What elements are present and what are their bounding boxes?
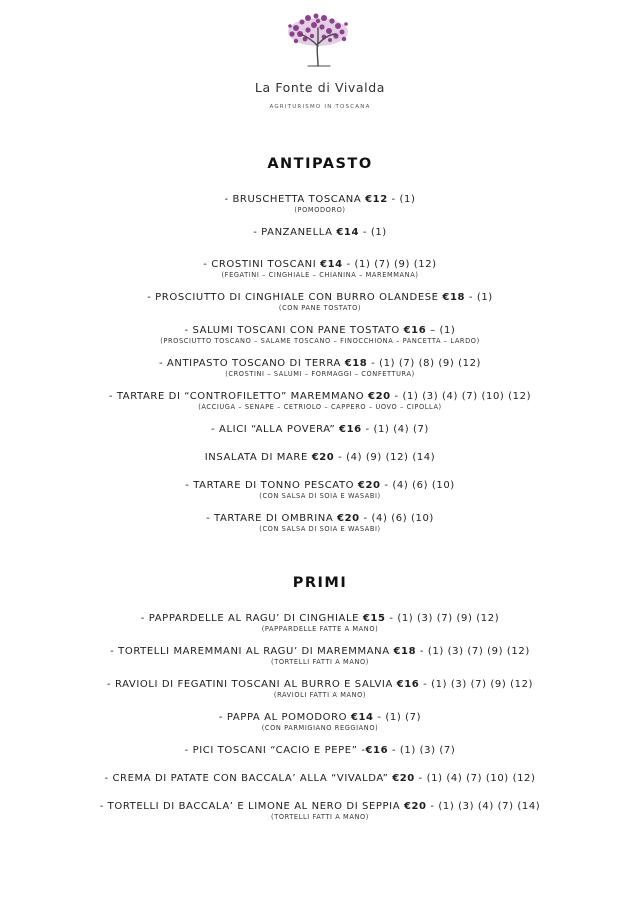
dish-line: - CROSTINI TOSCANI €14 - (1) (7) (9) (12): [203, 259, 437, 270]
dish-description: (CON PANE TOSTATO): [278, 304, 362, 312]
dish-description: (TORTELLI FATTI A MANO): [271, 658, 369, 666]
brand-name: La Fonte di Vivalda: [254, 80, 386, 95]
dish-description: (RAVIOLI FATTI A MANO): [273, 691, 367, 699]
olive-tree-logo-icon: [278, 12, 358, 70]
menu-item: [0, 773, 640, 785]
dish-description: (CON PARMIGIANO REGGIANO): [261, 724, 379, 732]
menu-item: [0, 646, 640, 667]
menu-item: [0, 679, 640, 700]
dish-price: €20: [311, 452, 335, 463]
dish-description: (PROSCIUTTO TOSCANO – SALAME TOSCANO – FINOCCHIONA – PANCETTA – LARDO): [160, 337, 480, 345]
dish-price: €16: [396, 679, 420, 690]
menu-item: [0, 452, 640, 464]
menu-item: [0, 259, 640, 280]
section-heading-antipasto: ANTIPASTO: [267, 156, 373, 172]
dish-line: - TARTARE DI TONNO PESCATO €20 - (4) (6) (10): [185, 480, 455, 491]
menu-item: [0, 391, 640, 412]
dish-line: - PROSCIUTTO DI CINGHIALE CON BURRO OLANDESE €18 - (1): [147, 292, 493, 303]
menu-item: [0, 613, 640, 634]
dish-description: (FEGATINI – CINGHIALE – CHIANINA – MAREMMANA): [221, 271, 419, 279]
dish-description: (CON SALSA DI SOIA E WASABI): [259, 525, 381, 533]
tagline: AGRITURISMO IN TOSCANA: [269, 104, 371, 110]
dish-price: €20: [403, 801, 427, 812]
dish-price: €12: [365, 194, 388, 205]
dish-description: (CROSTINI – SALUMI – FORMAGGI – CONFETTURA): [225, 370, 415, 378]
dish-line: - RAVIOLI DI FEGATINI TOSCANI AL BURRO E SALVIA €16 - (1) (3) (7) (9) (12): [106, 679, 534, 690]
dish-price: €15: [362, 613, 386, 624]
dish-description: (PAPPARDELLE FATTE A MANO): [261, 625, 379, 633]
menu-item: [0, 513, 640, 534]
menu-item: [0, 801, 640, 822]
dish-line: - CREMA DI PATATE CON BACCALA’ ALLA “VIVALDA” €20 - (1) (4) (7) (10) (12): [104, 773, 536, 784]
dish-price: €20: [357, 480, 381, 491]
dish-line: - ALICI “ALLA POVERA” €16 - (1) (4) (7): [211, 424, 429, 435]
dish-line: - PANZANELLA €14 - (1): [253, 227, 387, 238]
menu-item: [0, 227, 640, 239]
dish-description: (TORTELLI FATTI A MANO): [271, 813, 369, 821]
menu-item: [0, 292, 640, 313]
dish-price: €18: [393, 646, 417, 657]
dish-price: €16: [339, 424, 362, 435]
dish-price: €16: [403, 325, 427, 336]
menu-item: [0, 745, 640, 757]
dish-line: - PAPPARDELLE AL RAGU’ DI CINGHIALE €15 - (1) (3) (7) (9) (12): [140, 613, 500, 624]
menu-item: [0, 194, 640, 215]
dish-line: - ANTIPASTO TOSCANO DI TERRA €18 - (1) (7) (8) (9) (12): [158, 358, 482, 369]
dish-price: €14: [336, 227, 360, 238]
dish-line: - SALUMI TOSCANI CON PANE TOSTATO €16 – (1): [184, 325, 456, 336]
dish-description: (POMODORO): [294, 206, 346, 214]
dish-line: - TARTARE DI OMBRINA €20 - (4) (6) (10): [206, 513, 434, 524]
dish-line: INSALATA DI MARE €20 - (4) (9) (12) (14): [204, 452, 436, 463]
menu-item: [0, 325, 640, 346]
dish-price: €14: [320, 259, 343, 270]
dish-line: - TORTELLI DI BACCALA’ E LIMONE AL NERO DI SEPPIA €20 - (1) (3) (4) (7) (14): [99, 801, 541, 812]
menu-item: [0, 424, 640, 436]
dish-line: - PAPPA AL POMODORO €14 - (1) (7): [218, 712, 422, 723]
dish-line: - BRUSCHETTA TOSCANA €12 - (1): [224, 194, 416, 205]
dish-price: €20: [392, 773, 415, 784]
dish-line: - TARTARE DI “CONTROFILETTO” MAREMMANO €20 - (1) (3) (4) (7) (10) (12): [108, 391, 532, 402]
dish-price: €18: [344, 358, 368, 369]
menu-item: [0, 358, 640, 379]
dish-description: (CON SALSA DI SOIA E WASABI): [259, 492, 381, 500]
dish-line: - PICI TOSCANI “CACIO E PEPE” -€16 - (1) (3) (7): [184, 745, 456, 756]
menu-item: [0, 712, 640, 733]
dish-price: €20: [368, 391, 391, 402]
dish-price: €14: [350, 712, 374, 723]
menu-item: [0, 480, 640, 501]
dish-price: €16: [365, 745, 389, 756]
dish-line: - TORTELLI MAREMMANI AL RAGU’ DI MAREMMANA €18 - (1) (3) (7) (9) (12): [110, 646, 530, 657]
dish-description: (ACCIUGA – SENAPE – CETRIOLO – CAPPERO – UOVO – CIPOLLA): [198, 403, 442, 411]
dish-price: €18: [442, 292, 466, 303]
dish-price: €20: [337, 513, 360, 524]
section-heading-primi: PRIMI: [292, 575, 348, 591]
